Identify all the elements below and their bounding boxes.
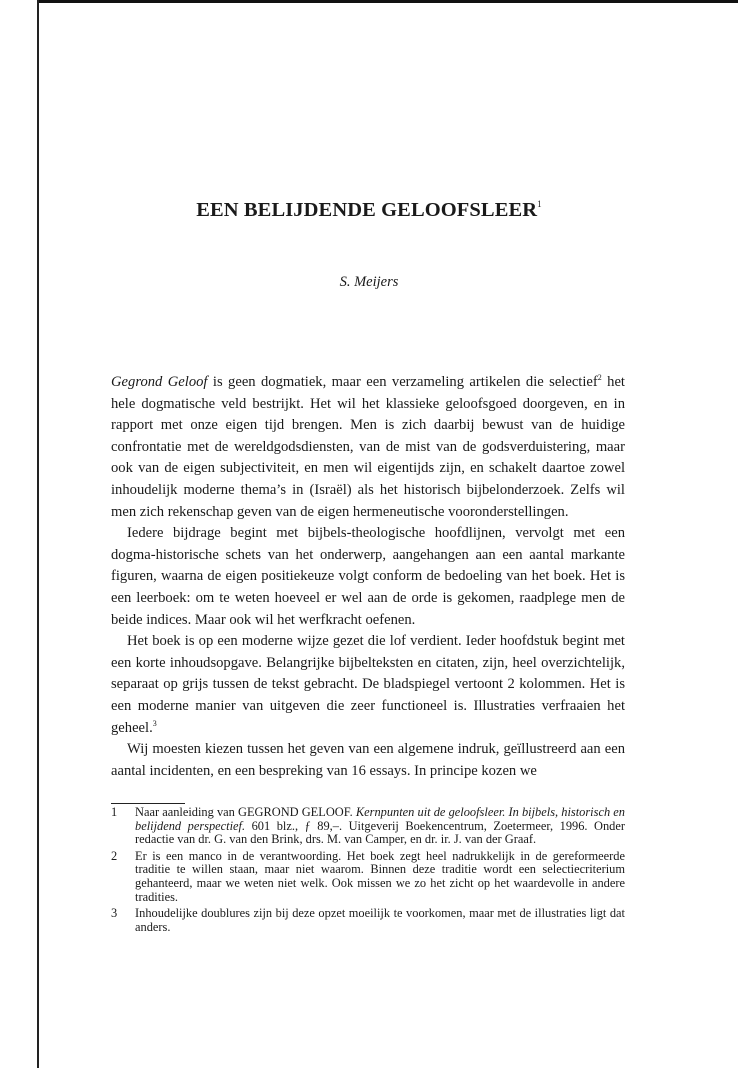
paragraph-2: Iedere bijdrage begint met bijbels-theologische hoofdlijnen, vervolgt met een dogma-historische schets van het onderwerp, aangehangen aan een aantal markante figuren, waarna de eigen positiekeuze volgt conform de bedoeling van het boek. Het is een leerboek: om te weten hoeveel er wel aan de orde is gekomen, raadplege men de beide indices. Maar ook wil het werfkracht oefenen. [111, 525, 625, 628]
paragraph-1-text: is geen dogmatiek, maar een verzameling artikelen die selectief [207, 374, 598, 390]
paragraph-1-rest: het hele dogmatische veld bestrijkt. Het wil het klassieke geloofsgoed doorgeven, en in rapport met onze eigen tijd brengen. Men is zich daarbij bewust van de huidige confrontatie met de wereldgodsdiensten, van de mist van de godsverduistering, maar ook van de eigen subjectiviteit, en men wil eigentijds zijn, en schakelt daartoe zowel inhoudelijk moderne thema’s in (Israël) als het historisch bijbelonderzoek. Zelfs wil men zich rekenschap geven van de eigen hermeneutische vooronderstellingen. [111, 374, 625, 520]
scan-border-left [37, 0, 39, 1068]
footnote-marker-3: 3 [152, 718, 157, 728]
footnote-3 [111, 907, 625, 934]
book-title-italic: Gegrond Geloof [111, 374, 208, 390]
paragraph-4: Wij moesten kiezen tussen het geven van een algemene indruk, geïllustreerd aan een aantal incidenten, en een bespreking van 16 essays. In principe kozen we [111, 741, 625, 779]
footnote-1-text-a: Naar aanleiding van GEGROND GELOOF. [135, 805, 356, 819]
paragraph-3-text: Het boek is op een moderne wijze gezet die lof verdient. Ieder hoofdstuk begint met een korte inhoudsopgave. Belangrijke bijbelteksten en citaten, zijn, heel overzichtelijk, separaat op grijs tussen de tekst gebracht. De bladspiegel vertoont 2 kolommen. Het is een moderne manier van uitgeven die zeer functioneel is. Illustraties verfraaien het geheel. [111, 633, 625, 736]
paragraph-3 [111, 631, 625, 739]
body-text [111, 372, 625, 782]
footnote-marker-2: 2 [597, 373, 602, 383]
footnote-2 [111, 850, 625, 904]
footnote-text: Er is een manco in de verantwoording. Het boek zegt heel nadrukkelijk in de gereformeerde traditie te willen staan, maar niet waarom. Binnen deze traditie wordt een selectiecriterium gehanteerd, maar we weten niet welk. Ook missen we zo het zicht op het waardevolle in andere tradities. [135, 848, 625, 904]
author-name: S. Meijers [339, 274, 399, 290]
footnote-1 [111, 806, 625, 847]
footnote-text: Inhoudelijke doublures zijn bij deze opzet moeilijk te voorkomen, maar met de illustraties ligt dat anders. [135, 906, 625, 934]
footnotes [111, 806, 625, 937]
footnote-1-italic: Kernpunten uit de geloofsleer. In bijbels, historisch en belijdend perspectief. [135, 805, 625, 833]
footnote-text [135, 806, 625, 847]
page-title [0, 199, 738, 222]
footnote-number: 1 [111, 805, 118, 819]
footnote-1-text-b: 601 blz., ƒ 89,–. Uitgeverij Boekencentrum, Zoetermeer, 1996. Onder redactie van dr. G. van den Brink, drs. M. van Camper, en dr. ir. J. van der Graaf. [135, 818, 625, 847]
title-text: EEN BELIJDENDE GELOOFSLEER [196, 199, 538, 221]
footnote-number: 3 [111, 906, 118, 921]
footnote-divider [111, 803, 185, 804]
scan-border-top [37, 0, 738, 3]
paragraph-1 [111, 372, 625, 523]
footnote-number: 2 [111, 848, 118, 863]
title-footnote-marker: 1 [537, 199, 542, 209]
